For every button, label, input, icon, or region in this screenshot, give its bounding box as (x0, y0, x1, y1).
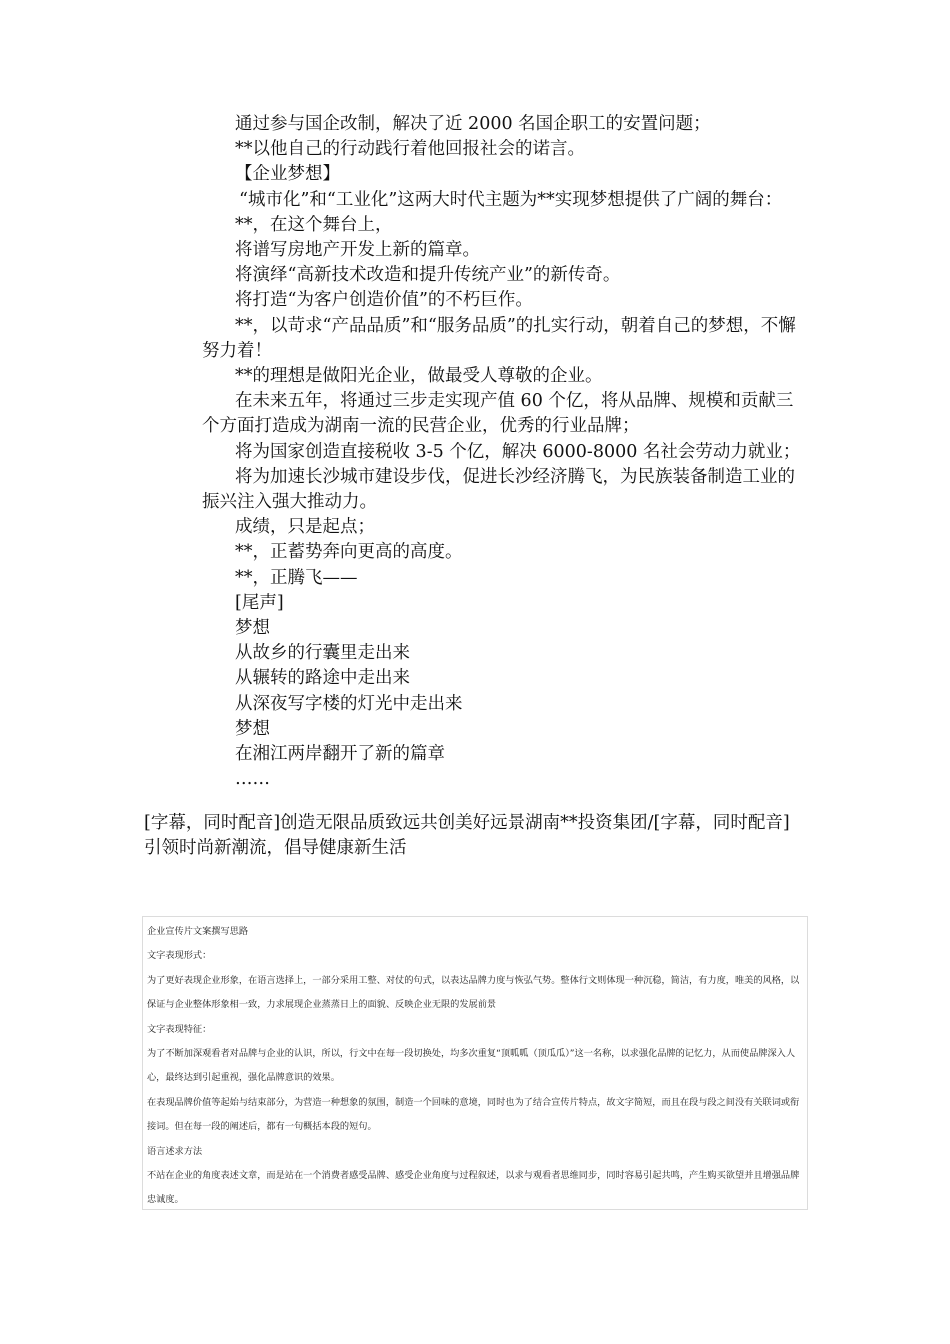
paragraph: 将为加速长沙城市建设步伐，促进长沙经济腾飞，为民族装备制造工业的振兴注入强大推动力。 (202, 466, 795, 513)
paragraph: **，以苛求“产品品质”和“服务品质”的扎实行动，朝着自己的梦想，不懈努力着！ (202, 315, 796, 361)
closing-line: 引领时尚新潮流，倡导健康新生活 (144, 838, 407, 859)
paragraph: 将打造“为客户创造价值”的不朽巨作。 (235, 290, 533, 311)
notes-line: 文字表现特征： (147, 1023, 212, 1035)
paragraph: **，正腾飞—— (235, 567, 358, 588)
notes-line: 语言述求方法 (147, 1145, 203, 1157)
section-heading: 【企业梦想】 (235, 164, 340, 185)
poem-line: 从深夜写字楼的灯光中走出来 (235, 693, 463, 714)
paragraph: **，正蓄势奔向更高的高度。 (235, 542, 463, 563)
paragraph: 将为国家创造直接税收 3-5 个亿，解决 6000-8000 名社会劳动力就业； (235, 441, 801, 462)
notes-line: 为了不断加深观看者对品牌与企业的认识，所以，行文中在每一段切换处，均多次重复“顶呱呱（顶瓜瓜）”这一名称，以求强化品牌的记忆力，从而使品牌深入人心，最终达到引起重视，强化品牌意识的效果。 (147, 1048, 796, 1084)
poem-line: 在湘江两岸翻开了新的篇章 (235, 744, 445, 765)
paragraph: 成绩，只是起点； (235, 517, 375, 538)
notes-line: 不站在企业的角度表述文章，而是站在一个消费者感受品牌、感受企业角度与过程叙述，以求与观看者思维同步，同时容易引起共鸣，产生购买欲望并且增强品牌忠诚度。 (147, 1170, 800, 1206)
notes-line: 为了更好表现企业形象，在语言选择上，一部分采用工整、对仗的句式，以表达品牌力度与恢弘气势。整体行文则体现一种沉稳，简洁，有力度，唯美的风格，以保证与企业整体形象相一致，力求展现企业蒸蒸日上的面貌、反映企业无限的发展前景 (147, 974, 800, 1011)
poem-line: 从辗转的路途中走出来 (235, 668, 410, 689)
poem-line: 从故乡的行囊里走出来 (235, 643, 410, 664)
notes-box (142, 916, 808, 1210)
paragraph: **以他自己的行动践行着他回报社会的诺言。 (235, 139, 585, 160)
closing-line: [字幕，同时配音]创造无限品质致远共创美好远景湖南**投资集团/[字幕，同时配音] (144, 813, 790, 833)
paragraph: 将演绎“高新技术改造和提升传统产业”的新传奇。 (235, 265, 621, 286)
poem-line: 梦想 (235, 618, 270, 639)
poem-line: …… (235, 769, 270, 790)
section-heading: [尾声] (235, 592, 284, 613)
body-text (202, 112, 808, 792)
paragraph: 通过参与国企改制，解决了近 2000 名国企职工的安置问题； (235, 114, 711, 134)
paragraph: **，在这个舞台上， (235, 214, 393, 235)
paragraph: **的理想是做阳光企业，做最受人尊敬的企业。 (235, 366, 603, 387)
notes-title: 企业宣传片文案撰写思路 (147, 926, 249, 937)
paragraph: 将谱写房地产开发上新的篇章。 (235, 240, 480, 261)
poem-line: 梦想 (235, 718, 270, 739)
closing-text (144, 811, 808, 861)
paragraph: 在未来五年，将通过三步走实现产值 60 个亿，将从品牌、规模和贡献三个方面打造成为湖南一流的民营企业，优秀的行业品牌； (202, 391, 794, 437)
paragraph: “城市化”和“工业化”这两大时代主题为**实现梦想提供了广阔的舞台： (239, 189, 783, 210)
notes-line: 文字表现形式： (147, 950, 212, 962)
notes-line: 在表现品牌价值等起始与结束部分，为营造一种想象的氛围，制造一个回味的意境，同时也为了结合宣传片特点，故文字简短，而且在段与段之间没有关联词或衔接词。但在每一段的阐述后，都有一句概括本段的短句。 (147, 1096, 800, 1133)
